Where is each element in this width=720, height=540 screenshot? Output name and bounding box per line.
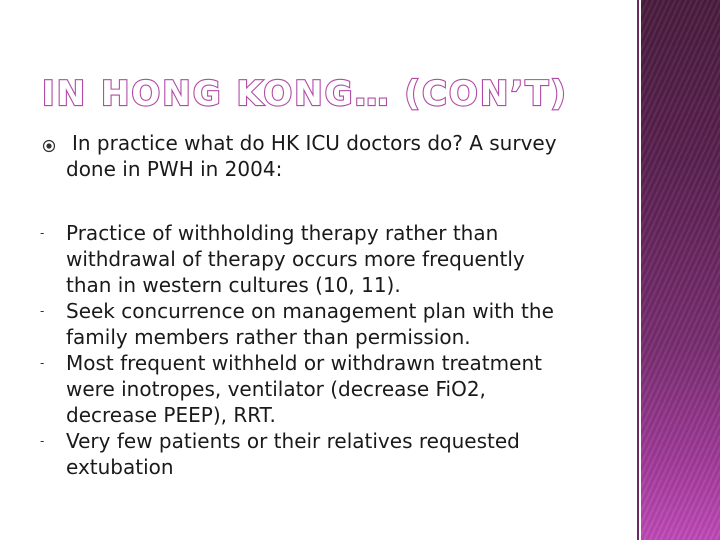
list-item-line: family members rather than permission. — [66, 325, 471, 349]
dash-bullet: - — [40, 356, 45, 370]
dash-bullet: - — [40, 434, 45, 448]
list-item-line: extubation — [66, 455, 174, 479]
side-decorative-panel — [641, 0, 720, 540]
list-item-line: withdrawal of therapy occurs more frequently — [66, 247, 525, 271]
intro-line: In practice what do HK ICU doctors do? A survey — [72, 131, 557, 155]
list-item-line: were inotropes, ventilator (decrease FiO2, — [66, 377, 486, 401]
side-divider — [637, 0, 639, 540]
intro-line: done in PWH in 2004: — [66, 157, 283, 181]
list-item-line: Very few patients or their relatives requested — [66, 429, 520, 453]
list-item-line: Most frequent withheld or withdrawn treatment — [66, 351, 542, 375]
list-item — [40, 350, 606, 428]
dash-bullet: - — [40, 304, 45, 318]
circle-bullet-icon — [42, 139, 56, 153]
list-item-line: Practice of withholding therapy rather than — [66, 221, 499, 245]
list-item — [40, 298, 606, 350]
list-item-line: than in western cultures (10, 11). — [66, 273, 401, 297]
list-item-line: Seek concurrence on management plan with the — [66, 299, 554, 323]
list-item — [40, 428, 606, 480]
bullet-list — [40, 220, 606, 480]
list-item-line: decrease PEEP), RRT. — [66, 403, 276, 427]
slide-title: IN HONG KONG… (CON’T) — [42, 74, 568, 114]
list-item — [40, 220, 606, 298]
intro-text — [66, 130, 606, 182]
dash-bullet: - — [40, 226, 45, 240]
